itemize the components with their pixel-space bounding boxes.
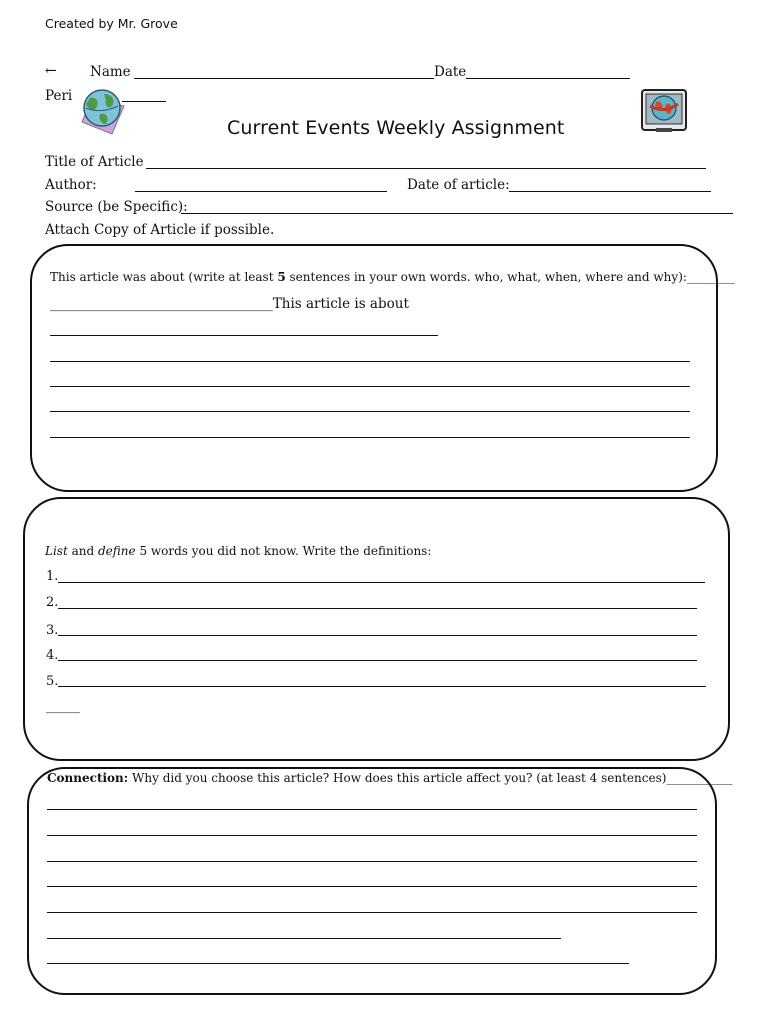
connection-line[interactable]: [47, 912, 697, 913]
vocab-item-number: 1.: [46, 569, 59, 584]
date-label: Date: [434, 64, 467, 80]
vocab-item-number: 4.: [46, 648, 59, 663]
author-line[interactable]: [135, 191, 387, 192]
summary-line[interactable]: [50, 361, 690, 362]
vocab-item-number: 5.: [46, 674, 59, 689]
vocab-item-number: 3.: [46, 623, 59, 638]
vocab-trailing-line[interactable]: _____: [46, 698, 80, 714]
title-of-article-line[interactable]: [146, 168, 706, 169]
globe-clipart-icon: [78, 84, 130, 136]
summary-line-2[interactable]: _________________________________This article is about: [50, 296, 409, 312]
date-of-article-line[interactable]: [509, 191, 711, 192]
connection-line[interactable]: [47, 886, 697, 887]
connection-box: [27, 767, 717, 995]
connection-prompt: Connection: Why did you choose this article? How does this article affect you? (at least 4 sentences)___________: [47, 771, 733, 785]
summary-line[interactable]: [50, 386, 690, 387]
name-field-line[interactable]: [134, 78, 434, 79]
source-label: Source (be Specific):: [45, 199, 188, 215]
page-title: Current Events Weekly Assignment: [227, 117, 565, 139]
connection-line[interactable]: [47, 963, 629, 964]
back-arrow: ←: [45, 63, 57, 79]
creator-credit: Created by Mr. Grove: [45, 16, 178, 31]
vocab-line[interactable]: [58, 686, 706, 687]
summary-prompt: This article was about (write at least 5 sentences in your own words. who, what, when, where and why):________: [50, 270, 735, 284]
title-of-article-label: Title of Article: [45, 154, 144, 170]
summary-line[interactable]: [50, 335, 438, 336]
vocab-item-number: 2.: [46, 595, 59, 610]
connection-line[interactable]: [47, 835, 697, 836]
author-label: Author:: [45, 177, 97, 193]
source-line[interactable]: [181, 213, 733, 214]
date-field-line[interactable]: [466, 78, 630, 79]
summary-line[interactable]: [50, 411, 690, 412]
attach-note: Attach Copy of Article if possible.: [45, 222, 275, 238]
connection-line[interactable]: [47, 809, 697, 810]
connection-line[interactable]: [47, 938, 561, 939]
summary-line[interactable]: [50, 437, 690, 438]
vocab-line[interactable]: [58, 660, 697, 661]
name-label: Name: [90, 64, 131, 80]
vocab-line[interactable]: [58, 608, 697, 609]
date-of-article-label: Date of article:: [407, 177, 510, 193]
vocabulary-box: [23, 497, 730, 761]
connection-line[interactable]: [47, 861, 697, 862]
vocab-line[interactable]: [58, 582, 705, 583]
period-label: Peri: [45, 88, 73, 104]
vocab-line[interactable]: [58, 635, 697, 636]
vocabulary-prompt: List and define 5 words you did not know. Write the definitions:: [45, 544, 432, 558]
globe-computer-clipart-icon: [636, 84, 692, 136]
